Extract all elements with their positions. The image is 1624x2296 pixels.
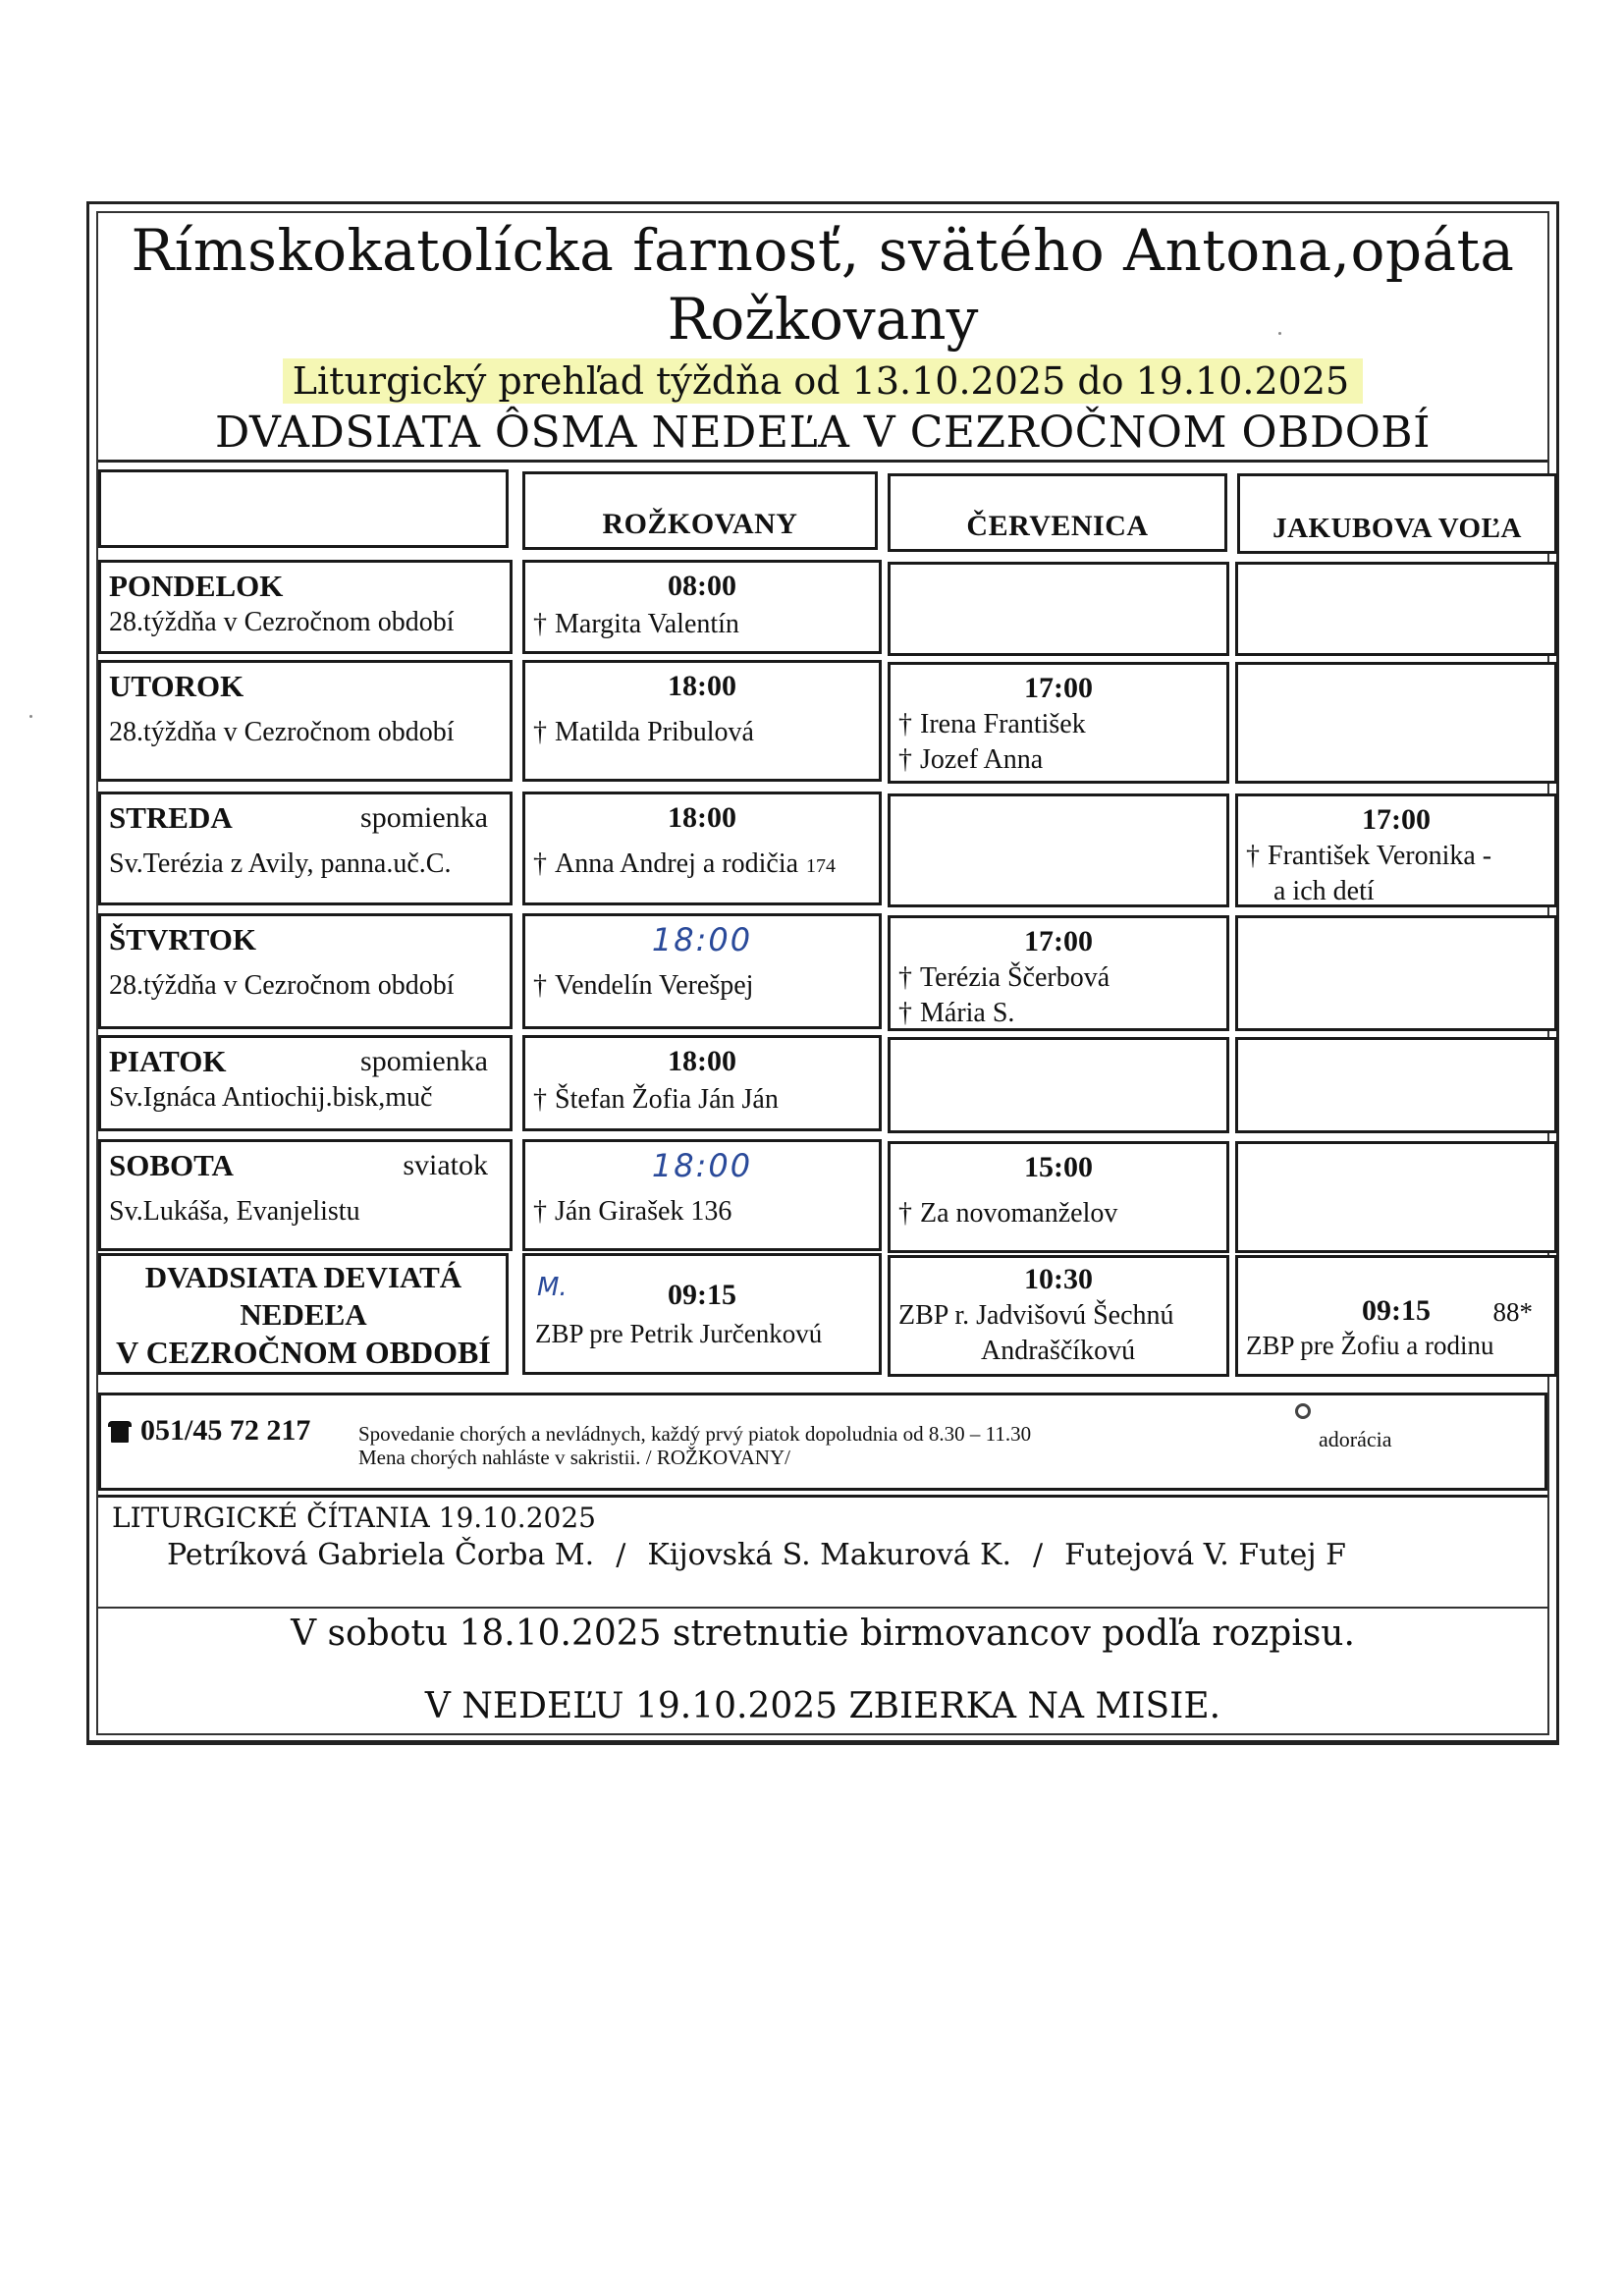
mass-intention (533, 1083, 779, 1117)
mass-cell-rozkovany (522, 792, 882, 905)
intention-text: Vendelín Verešpej (555, 970, 754, 1001)
day-cell-piatok (98, 1035, 513, 1131)
mass-cell-cervenica (888, 915, 1229, 1031)
intention-text: Štefan Žofia Ján Ján (555, 1084, 779, 1115)
mass-time: 18:00 (668, 1045, 736, 1077)
intention-text: Ján Girašek 136 (555, 1196, 732, 1227)
telephone-icon (111, 1421, 129, 1443)
mass-time: 18:00 (651, 1147, 753, 1184)
cross-icon: † (533, 970, 547, 1001)
readers-group-2: Kijovská S. Makurová K. (647, 1538, 1012, 1572)
mass-intention (533, 847, 836, 883)
cross-icon: † (898, 1198, 912, 1229)
adoration-label: adorácia (1319, 1427, 1392, 1451)
mass-intention: ZBP pre Petrik Jurčenkovú (535, 1319, 823, 1348)
cross-icon: † (898, 998, 912, 1028)
mass-cell-jakubova (1235, 562, 1557, 656)
mass-intention (898, 743, 1043, 777)
circle-mark-icon (1295, 1403, 1311, 1419)
cross-icon: † (1246, 841, 1260, 871)
scan-speck (29, 715, 32, 718)
mass-cell-rozkovany (522, 1139, 882, 1251)
mass-cell-jakubova (1235, 793, 1557, 907)
mass-intention (1273, 875, 1375, 908)
readings-names (167, 1537, 1346, 1574)
info-box (98, 1393, 1547, 1491)
sunday-title-line: DVADSIATA DEVIATÁ (144, 1260, 462, 1294)
mass-time: 17:00 (1024, 672, 1093, 704)
intention-text: Matilda Pribulová (555, 717, 754, 747)
week-overview: Liturgický prehľad týždňa od 13.10.2025 do 19.10.2025 (283, 358, 1363, 404)
header-divider (98, 460, 1547, 463)
mass-cell-rozkovany (522, 660, 882, 782)
day-type: spomienka (360, 1045, 488, 1077)
mass-cell-jakubova (1235, 1255, 1557, 1377)
mass-cell-jakubova (1235, 915, 1557, 1031)
readings-title: LITURGICKÉ ČÍTANIA 19.10.2025 (112, 1502, 596, 1534)
mass-time: 08:00 (668, 570, 736, 602)
mass-cell-rozkovany (522, 560, 882, 654)
cross-icon: † (533, 1196, 547, 1227)
mass-time: 15:00 (1024, 1151, 1093, 1183)
mass-time: 17:00 (1024, 925, 1093, 957)
parish-place: Rožkovany (667, 286, 979, 353)
intention-text: František Veronika - (1268, 841, 1492, 871)
mass-cell-rozkovany (522, 1253, 882, 1375)
mass-cell-cervenica (888, 793, 1229, 907)
cross-icon: † (898, 709, 912, 739)
day-description: Sv.Ignáca Antiochij.bisk,muč (109, 1082, 433, 1113)
mass-cell-jakubova (1235, 1037, 1557, 1133)
day-description: Sv.Terézia z Avily, panna.uč.C. (109, 848, 452, 879)
mass-time: 18:00 (651, 921, 753, 958)
mass-cell-rozkovany (522, 913, 882, 1029)
sacristy-info: Mena chorých nahláste v sakristii. / ROŽKOVANY/ (358, 1446, 790, 1469)
corner-cell (98, 469, 509, 548)
mass-cell-rozkovany (522, 1035, 882, 1131)
mass-intention (898, 961, 1110, 995)
sunday-title-line: NEDEĽA (240, 1297, 367, 1332)
cross-icon: † (533, 717, 547, 747)
readings-section (98, 1495, 1547, 1611)
header (98, 213, 1547, 463)
intention-text: Jozef Anna (920, 744, 1044, 775)
day-name: PIATOK (109, 1044, 227, 1078)
intention-text: a ich detí (1273, 876, 1375, 906)
phone-number: 051/45 72 217 (140, 1414, 311, 1447)
day-cell-štvrtok (98, 913, 513, 1029)
day-type: sviatok (403, 1149, 488, 1181)
cross-icon: † (533, 609, 547, 639)
day-cell-sunday (98, 1253, 509, 1375)
cross-icon: † (898, 744, 912, 775)
day-name: ŠTVRTOK (109, 922, 256, 957)
column-header-rozkovany: ROŽKOVANY (522, 471, 878, 550)
mass-intention: Andraščíkovú (981, 1336, 1136, 1366)
day-name: SOBOTA (109, 1148, 234, 1182)
mass-cell-cervenica (888, 662, 1229, 784)
mass-intention (533, 969, 753, 1003)
mass-cell-cervenica (888, 1037, 1229, 1133)
mass-cell-cervenica (888, 1255, 1229, 1377)
mass-time: 18:00 (668, 801, 736, 834)
handwritten-mark: M. (537, 1273, 568, 1302)
column-header-cervenica: ČERVENICA (888, 473, 1227, 552)
column-header-jakubova-vola: JAKUBOVA VOĽA (1237, 473, 1557, 554)
intention-text: Terézia Ščerbová (920, 962, 1110, 993)
intention-note: 174 (806, 855, 837, 877)
week-overview-wrap (98, 358, 1547, 404)
confession-info: Spovedanie chorých a nevládnych, každý prvý piatok dopoludnia od 8.30 – 11.30 (358, 1422, 1032, 1446)
cross-icon: † (533, 1084, 547, 1115)
announcement-collection: V NEDEĽU 19.10.2025 ZBIERKA NA MISIE. (424, 1686, 1221, 1726)
intention-text: Mária S. (920, 998, 1015, 1028)
intention-text: Irena František (920, 709, 1086, 739)
mass-cell-jakubova (1235, 662, 1557, 784)
readers-group-1: Petríková Gabriela Čorba M. (167, 1538, 595, 1572)
mass-intention: ZBP r. Jadvišovú Šechnú (898, 1300, 1174, 1331)
mass-time: 18:00 (668, 670, 736, 702)
mass-note: 88* (1492, 1297, 1533, 1327)
day-name: PONDELOK (109, 569, 284, 603)
day-description: 28.týždňa v Cezročnom období (109, 970, 455, 1001)
announcement-confirmation: V sobotu 18.10.2025 stretnutie birmovancov podľa rozpisu. (291, 1613, 1355, 1654)
announcements (98, 1607, 1547, 1732)
mass-intention (898, 708, 1086, 741)
mass-intention (898, 1197, 1117, 1230)
intention-text: Anna Andrej a rodičia (555, 848, 799, 879)
day-cell-pondelok (98, 560, 513, 654)
mass-intention (1246, 840, 1491, 873)
mass-cell-cervenica (888, 562, 1229, 656)
day-description: Sv.Lukáša, Evanjelistu (109, 1196, 360, 1227)
separator: / (1033, 1538, 1044, 1572)
mass-cell-jakubova (1235, 1141, 1557, 1253)
scan-speck (1278, 332, 1281, 335)
mass-intention (533, 608, 739, 641)
separator: / (616, 1538, 626, 1572)
day-name: STREDA (109, 800, 233, 835)
day-cell-streda (98, 792, 513, 905)
day-cell-utorok (98, 660, 513, 782)
sunday-title: DVADSIATA ÔSMA NEDEĽA V CEZROČNOM OBDOBÍ (214, 408, 1432, 458)
sunday-title-line: V CEZROČNOM OBDOBÍ (116, 1335, 491, 1370)
mass-time: 17:00 (1362, 803, 1431, 836)
mass-cell-cervenica (888, 1141, 1229, 1253)
mass-intention: ZBP pre Žofiu a rodinu (1246, 1331, 1494, 1360)
mass-intention (533, 716, 754, 749)
mass-time: 10:30 (1024, 1263, 1093, 1295)
intention-text: Za novomanželov (920, 1198, 1118, 1229)
cross-icon: † (898, 962, 912, 993)
mass-time: 09:15 (668, 1279, 736, 1311)
mass-intention (533, 1195, 731, 1229)
parish-title: Rímskokatolícka farnosť, svätého Antona,opáta (131, 217, 1515, 284)
day-cell-sobota (98, 1139, 513, 1251)
mass-time: 09:15 (1362, 1294, 1431, 1327)
day-type: spomienka (360, 801, 488, 834)
readers-group-3: Futejová V. Futej F (1064, 1538, 1346, 1572)
mass-intention (898, 997, 1014, 1030)
day-name: UTOROK (109, 669, 244, 703)
intention-text: Margita Valentín (555, 609, 739, 639)
day-description: 28.týždňa v Cezročnom období (109, 717, 455, 747)
day-description: 28.týždňa v Cezročnom období (109, 607, 455, 637)
cross-icon: † (533, 848, 547, 879)
